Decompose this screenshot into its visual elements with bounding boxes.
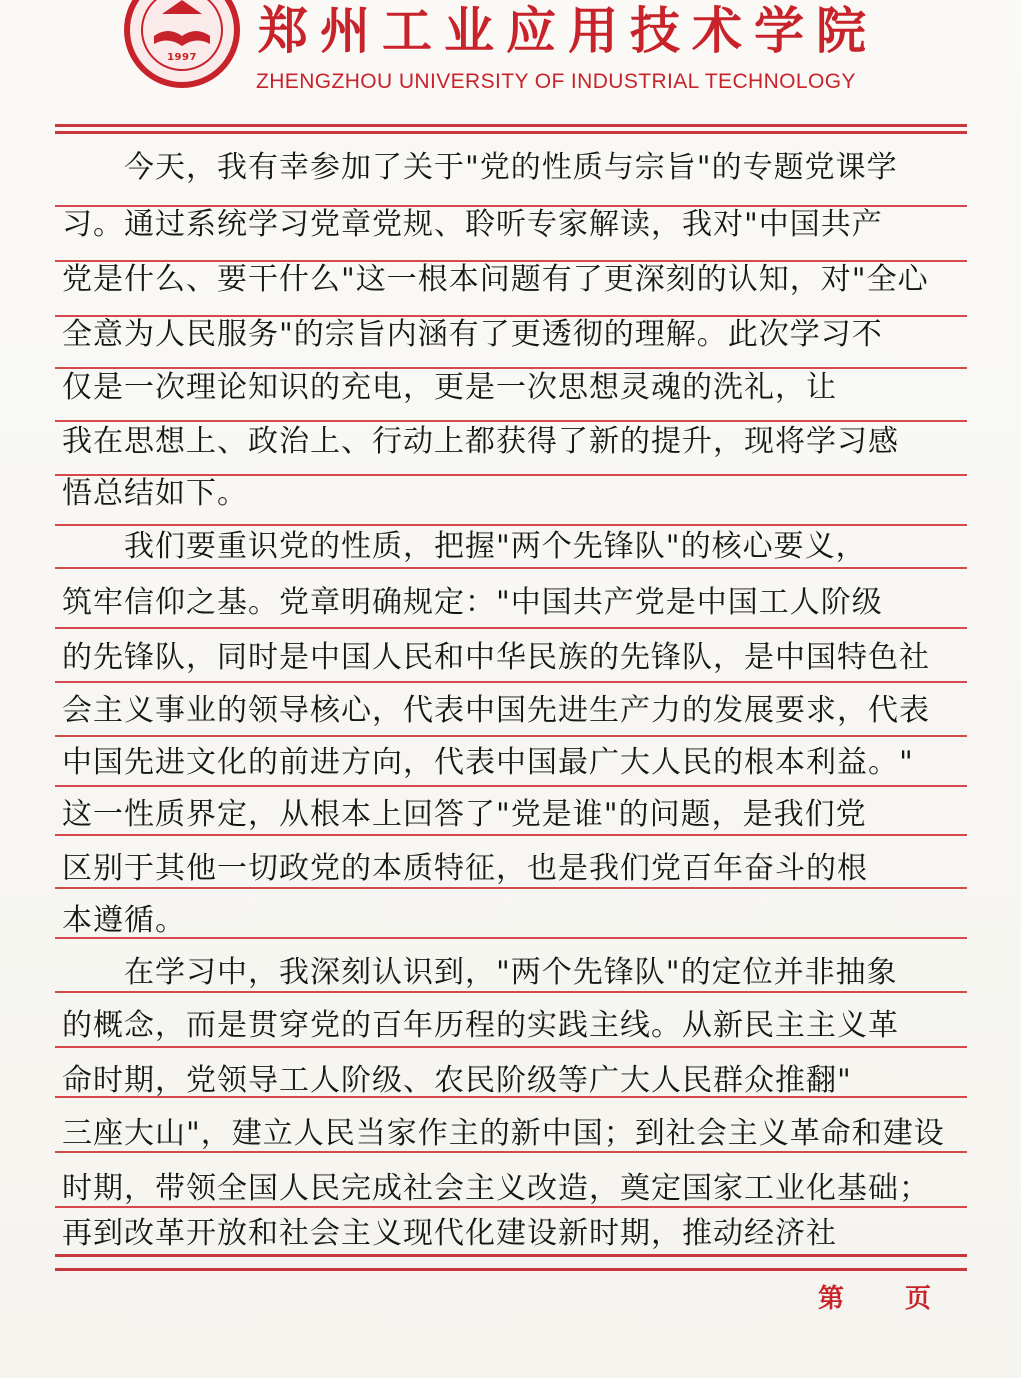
ruled-line bbox=[55, 524, 967, 526]
handwritten-line: 会主义事业的领导核心，代表中国先进生产力的发展要求，代表 bbox=[62, 693, 930, 728]
handwritten-line: 三座大山"，建立人民当家作主的新中国；到社会主义革命和建设 bbox=[62, 1116, 945, 1151]
handwritten-line: 中国先进文化的前进方向，代表中国最广大人民的根本利益。" bbox=[62, 745, 914, 780]
handwritten-line: 区别于其他一切政党的本质特征，也是我们党百年奋斗的根 bbox=[62, 851, 868, 886]
handwritten-line: 全意为人民服务"的宗旨内涵有了更透彻的理解。此次学习不 bbox=[62, 317, 883, 352]
handwritten-line: 本遵循。 bbox=[62, 903, 186, 938]
ruled-line bbox=[55, 131, 967, 134]
handwritten-line: 今天，我有幸参加了关于"党的性质与宗旨"的专题党课学 bbox=[124, 150, 898, 185]
handwritten-line: 再到改革开放和社会主义现代化建设新时期，推动经济社 bbox=[62, 1216, 837, 1251]
ruled-line bbox=[55, 681, 967, 683]
handwritten-line: 的概念，而是贯穿党的百年历程的实践主线。从新民主主义革 bbox=[62, 1008, 899, 1043]
handwritten-line: 命时期，党领导工人阶级、农民阶级等广大人民群众推翻" bbox=[62, 1063, 852, 1098]
school-name-chinese: 郑州工业应用技术学院 bbox=[258, 1, 878, 60]
ruled-line bbox=[55, 991, 967, 993]
handwritten-line: 时期，带领全国人民完成社会主义改造，奠定国家工业化基础； bbox=[62, 1171, 930, 1206]
ruled-line bbox=[55, 567, 967, 569]
school-name-english: ZHENGZHOU UNIVERSITY OF INDUSTRIAL TECHNOLOGY bbox=[256, 70, 856, 93]
handwritten-line: 我在思想上、政治上、行动上都获得了新的提升，现将学习感 bbox=[62, 424, 899, 459]
handwritten-line: 筑牢信仰之基。党章明确规定："中国共产党是中国工人阶级 bbox=[62, 585, 883, 620]
ruled-line bbox=[55, 1254, 967, 1257]
ruled-line bbox=[55, 124, 967, 127]
page-label-ye: 页 bbox=[905, 1284, 932, 1314]
ruled-line bbox=[55, 367, 967, 369]
handwritten-line: 我们要重识党的性质，把握"两个先锋队"的核心要义， bbox=[124, 529, 867, 564]
ruled-line bbox=[55, 420, 967, 422]
ruled-line bbox=[55, 1046, 967, 1048]
ruled-line bbox=[55, 785, 967, 787]
handwritten-line: 仅是一次理论知识的充电，更是一次思想灵魂的洗礼，让 bbox=[62, 370, 837, 405]
handwritten-line: 悟总结如下。 bbox=[62, 476, 248, 511]
handwritten-line: 的先锋队，同时是中国人民和中华民族的先锋队，是中国特色社 bbox=[62, 640, 930, 675]
ruled-line bbox=[55, 627, 967, 629]
ruled-line bbox=[55, 735, 967, 737]
handwritten-line: 党是什么、要干什么"这一根本问题有了更深刻的认知，对"全心 bbox=[62, 262, 929, 297]
handwritten-line: 习。通过系统学习党章党规、聆听专家解读，我对"中国共产 bbox=[62, 207, 883, 242]
ruled-line bbox=[55, 887, 967, 889]
university-logo bbox=[118, 0, 246, 88]
ruled-line bbox=[55, 1268, 967, 1271]
ruled-line bbox=[55, 834, 967, 836]
handwritten-line: 在学习中，我深刻认识到，"两个先锋队"的定位并非抽象 bbox=[124, 955, 898, 990]
handwritten-line: 这一性质界定，从根本上回答了"党是谁"的问题，是我们党 bbox=[62, 797, 867, 832]
page-label-di: 第 bbox=[818, 1284, 845, 1314]
logo-year: 1997 bbox=[167, 52, 197, 63]
